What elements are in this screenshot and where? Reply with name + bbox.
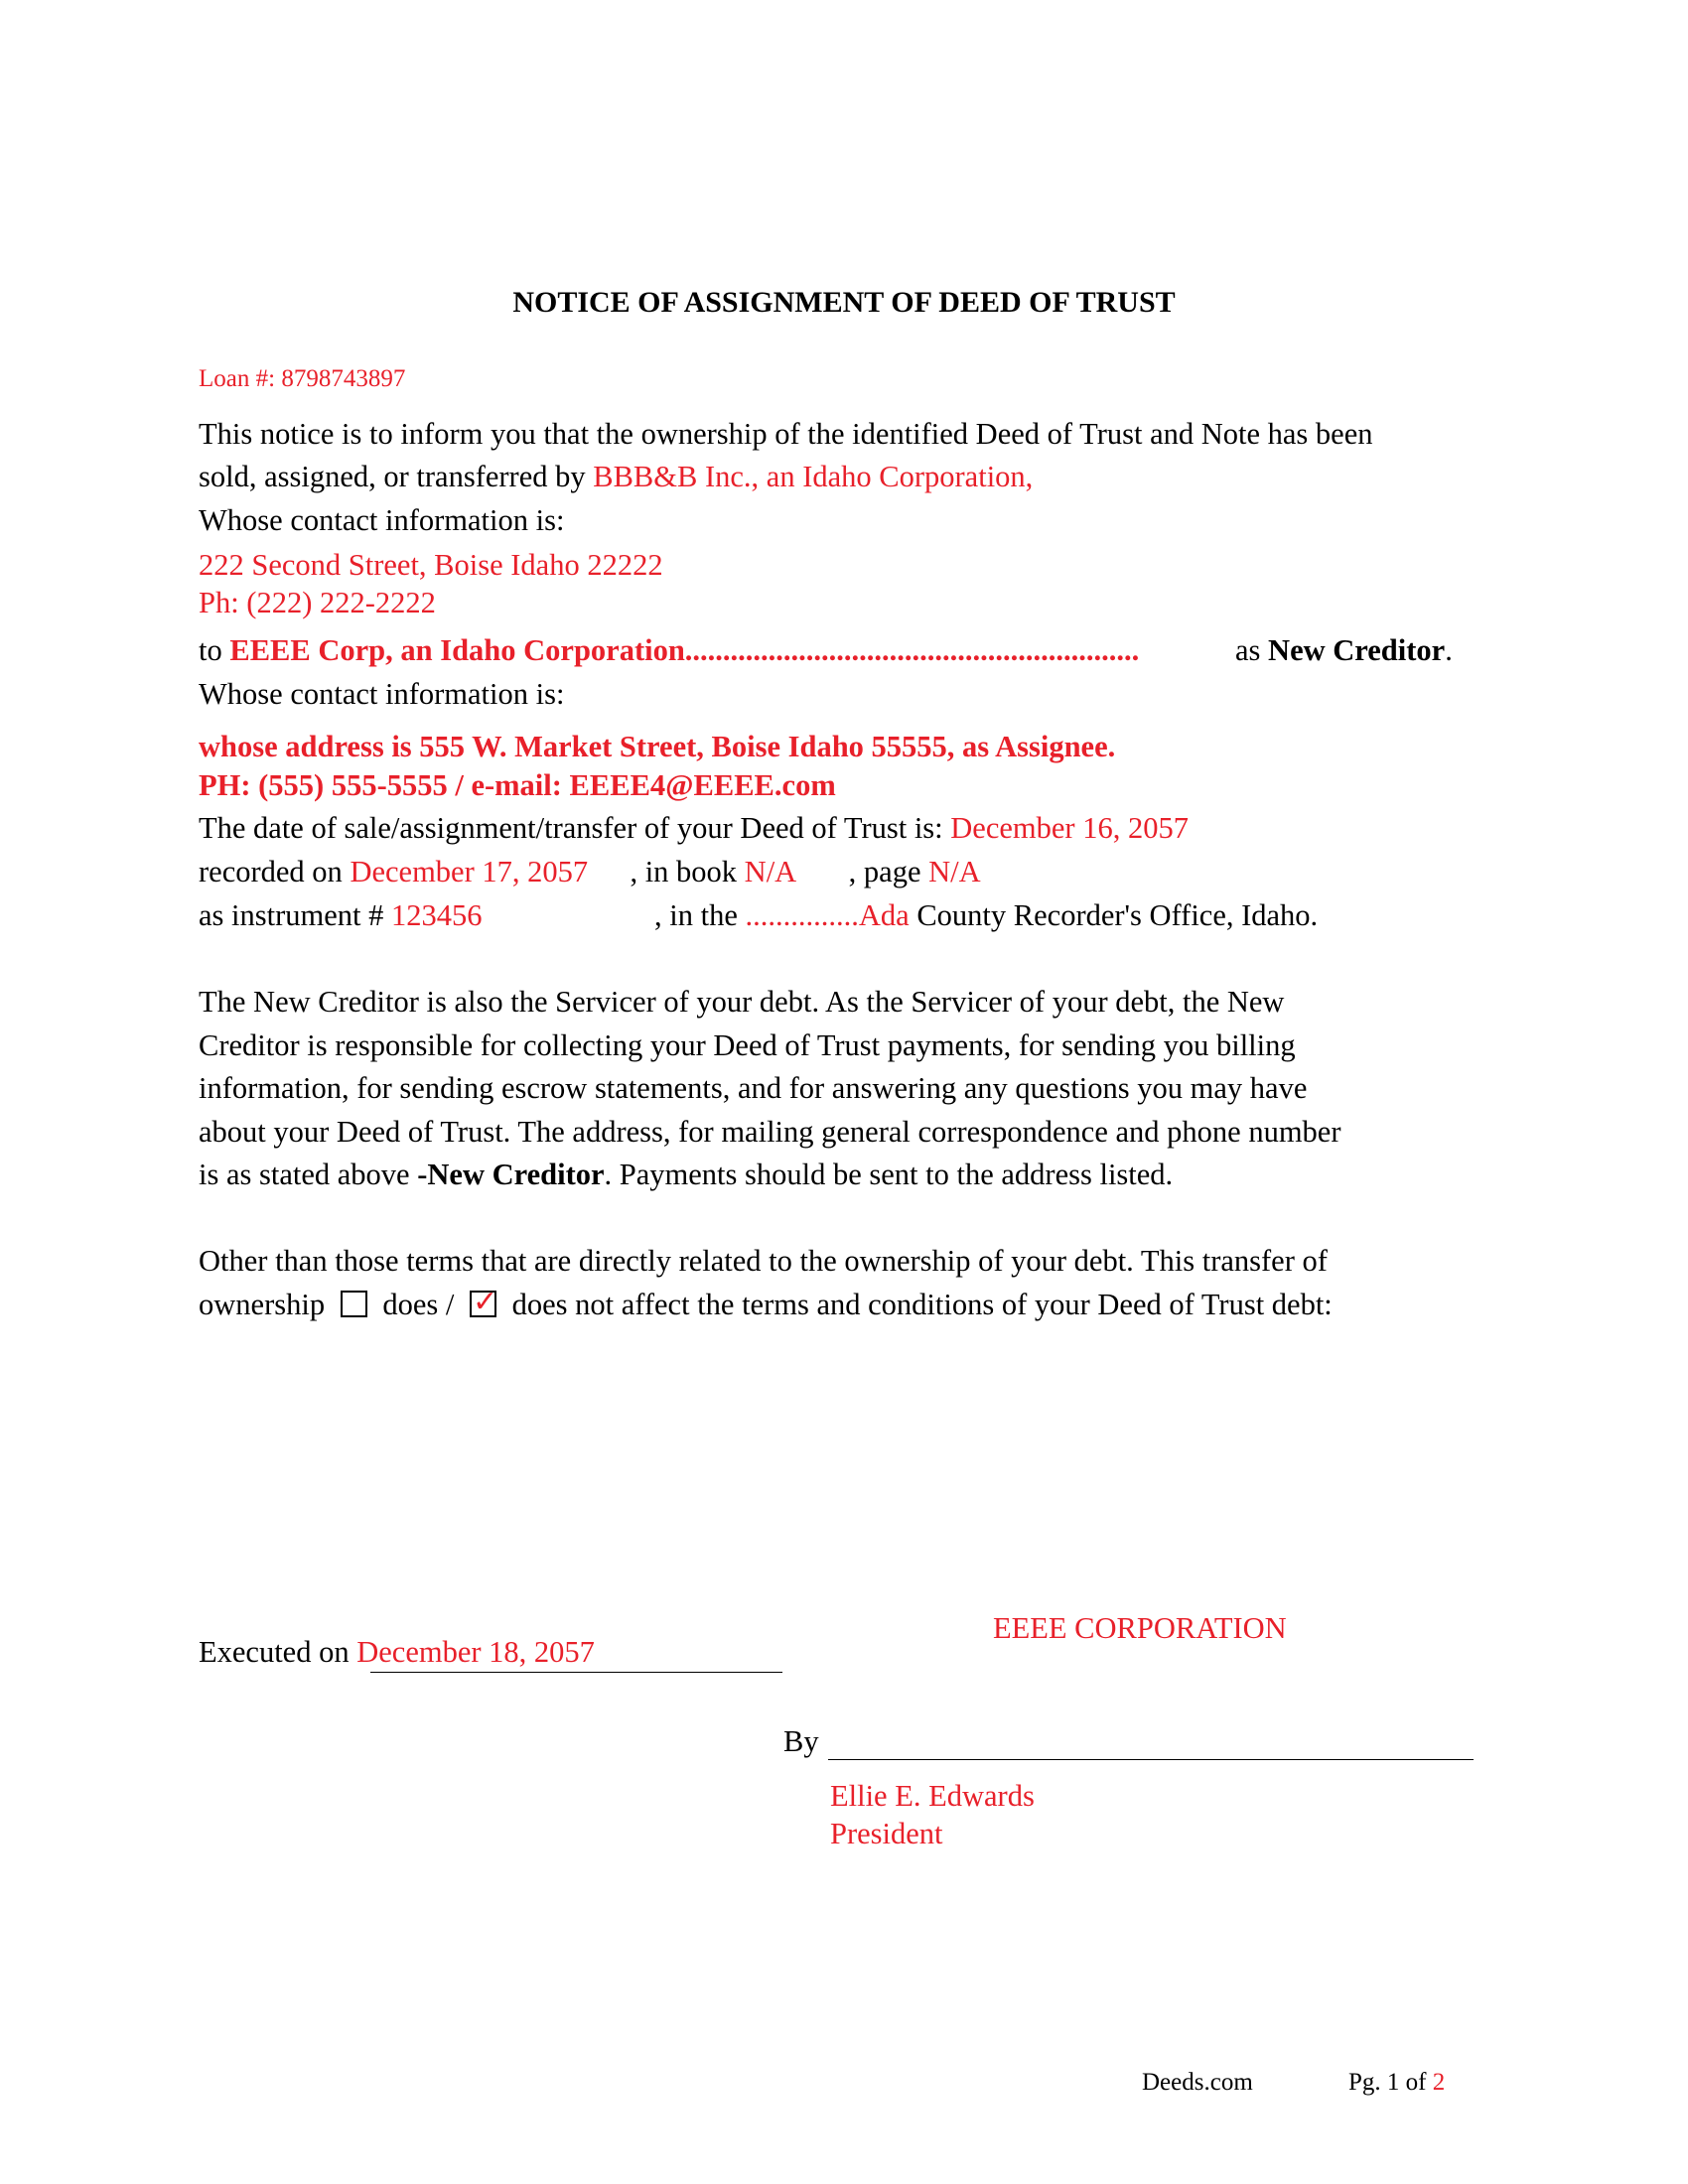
book-label: , in book: [630, 855, 745, 888]
in-the-label: , in the: [654, 898, 746, 932]
para2-line5-prefix: is as stated above: [199, 1158, 418, 1191]
recorded-label: recorded on: [199, 855, 351, 888]
signature-line[interactable]: [828, 1759, 1474, 1760]
company-signature: EEEE CORPORATION: [993, 1611, 1287, 1645]
new-creditor-label: New Creditor: [1268, 633, 1446, 667]
contact-label-2: Whose contact information is:: [199, 677, 565, 711]
paragraph-3-line-2: [199, 1285, 1333, 1322]
loan-line: [199, 365, 405, 393]
does-checkbox[interactable]: [341, 1291, 367, 1317]
instrument-label: as instrument #: [199, 898, 391, 932]
by-label: By: [783, 1724, 819, 1758]
page-label: , page: [848, 855, 929, 888]
intro-line-1: This notice is to inform you that the ownership of the identified Deed of Trust and Note has been: [199, 417, 1373, 451]
ownership-word: ownership: [199, 1288, 326, 1321]
contact-label-1: Whose contact information is:: [199, 503, 565, 537]
does-label: does /: [382, 1288, 455, 1321]
assignor-phone: Ph: (222) 222-2222: [199, 586, 436, 619]
paragraph-2-line-5: [199, 1158, 1173, 1192]
does-not-label: does not affect the terms and conditions of your Deed of Trust debt:: [511, 1288, 1333, 1321]
paragraph-2-line-4: about your Deed of Trust. The address, for mailing general correspondence and phone number: [199, 1115, 1341, 1149]
executed-line: [199, 1635, 595, 1670]
book-value: N/A: [744, 855, 797, 888]
loan-label: Loan #:: [199, 365, 282, 392]
footer-brand: Deeds.com: [1142, 2069, 1253, 2096]
footer-page-indicator: [1348, 2069, 1445, 2097]
recorder-suffix: County Recorder's Office, Idaho.: [909, 898, 1319, 932]
paragraph-3-line-1: Other than those terms that are directly related to the ownership of your debt. This transfer of: [199, 1244, 1328, 1278]
executed-label: Executed on: [199, 1635, 357, 1669]
footer-page-label: Pg. 1 of: [1348, 2069, 1433, 2096]
instrument-number: 123456: [391, 898, 483, 932]
new-creditor-label-line: [1235, 633, 1453, 668]
para2-new-creditor: -New Creditor: [417, 1158, 605, 1191]
signer-name: Ellie E. Edwards: [830, 1779, 1035, 1813]
intro-prefix: sold, assigned, or transferred by: [199, 460, 594, 493]
executed-date: December 18, 2057: [356, 1635, 595, 1669]
sale-date-line: [199, 811, 1189, 846]
page-value: N/A: [928, 855, 981, 888]
instrument-line: [199, 898, 1318, 933]
loan-number: 8798743897: [281, 365, 406, 392]
paragraph-2-line-2: Creditor is responsible for collecting your Deed of Trust payments, for sending you billing: [199, 1028, 1296, 1062]
recorded-date: December 17, 2057: [350, 855, 589, 888]
signer-title: President: [830, 1817, 943, 1850]
sale-date-label: The date of sale/assignment/transfer of your Deed of Trust is:: [199, 811, 951, 845]
footer-total-pages: 2: [1432, 2069, 1446, 2096]
does-not-checkbox[interactable]: [470, 1285, 498, 1319]
assignee-address: whose address is 555 W. Market Street, Boise Idaho 55555, as Assignee.: [199, 730, 1116, 763]
recorded-line: [199, 855, 981, 889]
assignee-phone-email: PH: (555) 555-5555 / e-mail: EEEE4@EEEE.com: [199, 768, 836, 802]
assignor-address: 222 Second Street, Boise Idaho 22222: [199, 548, 663, 582]
sale-date: December 16, 2057: [950, 811, 1189, 845]
paragraph-2-line-3: information, for sending escrow statements, and for answering any questions you may have: [199, 1071, 1308, 1105]
assignee-line: [199, 633, 1139, 668]
assignee-name: EEEE Corp, an Idaho Corporation............................................................: [229, 633, 1140, 667]
para2-line5-suffix: . Payments should be sent to the address listed.: [604, 1158, 1174, 1191]
as-label: as: [1235, 633, 1269, 667]
county-name: ...............Ada: [745, 898, 910, 932]
checkmark-icon: ✓: [472, 1285, 498, 1319]
paragraph-2-line-1: The New Creditor is also the Servicer of your debt. As the Servicer of your debt, the New: [199, 985, 1285, 1019]
document-title: NOTICE OF ASSIGNMENT OF DEED OF TRUST: [512, 286, 1176, 319]
assignor-name: BBB&B Inc., an Idaho Corporation,: [593, 460, 1034, 493]
intro-line-2: [199, 460, 1033, 494]
period: .: [1445, 633, 1453, 667]
executed-date-line: [370, 1672, 782, 1673]
to-prefix: to: [199, 633, 230, 667]
